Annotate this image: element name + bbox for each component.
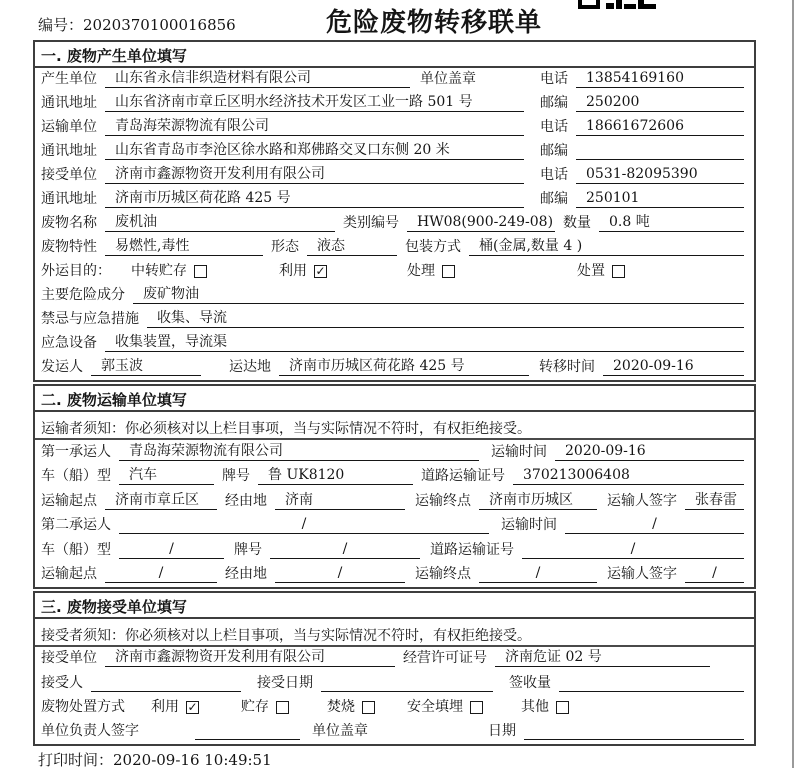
destination-label: 运达地 — [229, 359, 271, 375]
transport-address-label: 通讯地址 — [41, 143, 97, 159]
plate-2-label: 牌号 — [234, 541, 262, 558]
row-disposal-method — [35, 696, 754, 720]
first-carrier-value: 青岛海荣源物流有限公司 — [119, 443, 479, 461]
waste-form-label: 形态 — [271, 239, 299, 255]
producer-address-label: 通讯地址 — [41, 95, 97, 111]
purpose-option-treat — [407, 263, 455, 280]
disposal-landfill-checkbox — [470, 701, 483, 714]
waste-traits-value: 易燃性,毒性 — [105, 238, 263, 256]
purpose-option-dispose — [577, 263, 625, 280]
waste-name-value: 废机油 — [105, 214, 335, 232]
section-transporter — [33, 384, 756, 589]
row-hazard-component — [35, 284, 754, 308]
plate-2-value: / — [270, 541, 420, 559]
purpose-treat-checkbox — [442, 265, 455, 278]
plate-label: 牌号 — [222, 468, 250, 484]
producer-phone-label: 电话 — [540, 71, 568, 87]
print-time-value: 2020-09-16 10:49:51 — [113, 751, 272, 768]
road-license-2-value: / — [522, 541, 744, 559]
responsible-sign-value — [195, 723, 300, 740]
row-transfer-purpose — [35, 260, 754, 284]
receiver-zip-value: 250101 — [576, 190, 744, 208]
disposal-other-label: 其他 — [521, 698, 549, 715]
waste-traits-label: 废物特性 — [41, 239, 97, 255]
purpose-dispose-label: 处置 — [577, 263, 605, 279]
transport-time-2-value: / — [565, 516, 744, 534]
row-first-carrier — [35, 440, 754, 465]
signed-qty-label: 签收量 — [509, 674, 551, 691]
road-license-label: 道路运输证号 — [421, 468, 505, 484]
hazard-component-value: 废矿物油 — [133, 286, 744, 304]
row-receive-unit — [35, 647, 754, 671]
producer-zip-value: 250200 — [576, 94, 744, 112]
permit-value: 济南危证 02 号 — [495, 649, 710, 667]
receiver-unit-value: 济南市鑫源物资开发利用有限公司 — [105, 166, 524, 184]
receive-person-label: 接受人 — [41, 674, 83, 691]
signed-qty-value — [559, 675, 744, 692]
row-route-1 — [35, 489, 754, 514]
route-end-2-value: / — [479, 565, 597, 583]
route-start-value: 济南市章丘区 — [105, 492, 217, 510]
responsible-sign-label: 单位负责人签字 — [41, 723, 139, 739]
row-receiver-unit — [35, 164, 754, 188]
route-via-value: 济南 — [275, 492, 405, 510]
disposal-incinerate-checkbox — [362, 701, 375, 714]
row-waste-traits — [35, 236, 754, 260]
vehicle-type-label: 车（船）型 — [41, 468, 111, 484]
route-via-2-label: 经由地 — [225, 566, 267, 582]
transport-time-value: 2020-09-16 — [555, 443, 744, 461]
waste-qty-label: 数量 — [563, 215, 591, 231]
row-receive-person — [35, 671, 754, 695]
producer-phone-value: 13854169160 — [576, 70, 744, 88]
receiver-phone-label: 电话 — [540, 167, 568, 183]
serial-label: 编号： — [38, 16, 84, 34]
row-producer-unit — [35, 68, 754, 92]
transport-phone-value: 18661672606 — [576, 118, 744, 136]
first-carrier-label: 第一承运人 — [41, 443, 111, 460]
serial-number-line — [38, 14, 236, 35]
waste-code-value: HW08(900-249-08) — [407, 214, 555, 232]
shipper-label: 发运人 — [41, 359, 83, 375]
disposal-landfill-label: 安全填埋 — [407, 698, 463, 715]
taboo-measures-value: 收集、导流 — [147, 310, 744, 328]
print-time-label: 打印时间： — [38, 751, 114, 768]
transport-zip-value — [576, 143, 744, 160]
packaging-label: 包装方式 — [405, 239, 461, 255]
section-receiver-title: 三. 废物接受单位填写 — [35, 593, 754, 619]
qr-code-fragment — [578, 0, 656, 9]
route-start-2-label: 运输起点 — [41, 566, 97, 582]
receive-unit-value: 济南市鑫源物资开发利用有限公司 — [105, 649, 395, 667]
purpose-dispose-checkbox — [612, 265, 625, 278]
date-value — [524, 723, 744, 740]
route-via-label: 经由地 — [225, 492, 267, 509]
plate-value: 鲁 UK8120 — [258, 467, 413, 485]
producer-zip-label: 邮编 — [540, 95, 568, 111]
receiver-address-label: 通讯地址 — [41, 191, 97, 207]
section-transporter-title: 二. 废物运输单位填写 — [35, 386, 754, 412]
row-shipper — [35, 356, 754, 380]
row-second-carrier — [35, 514, 754, 539]
row-vehicle-2 — [35, 538, 754, 563]
purpose-option-transfer-storage — [131, 263, 207, 280]
row-taboo-measures — [35, 308, 754, 332]
disposal-option-storage — [241, 699, 289, 716]
row-transport-unit — [35, 116, 754, 140]
row-emergency-equipment — [35, 332, 754, 356]
purpose-transfer-storage-label: 中转贮存 — [131, 263, 187, 279]
transport-phone-label: 电话 — [540, 119, 568, 135]
disposal-option-utilize — [151, 699, 199, 716]
row-receiver-address — [35, 188, 754, 212]
page-edge-line — [792, 0, 794, 768]
carrier-sign-value: 张春雷 — [685, 492, 744, 510]
permit-label: 经营许可证号 — [403, 650, 487, 667]
purpose-option-utilize — [279, 263, 327, 280]
purpose-label: 外运目的： — [41, 263, 111, 279]
waste-form-value: 液态 — [307, 238, 397, 256]
disposal-option-landfill — [407, 699, 483, 716]
print-time-line — [38, 749, 272, 768]
route-start-label: 运输起点 — [41, 492, 97, 509]
receiver-phone-value: 0531-82095390 — [576, 166, 744, 184]
second-carrier-value: / — [119, 516, 489, 534]
receiver-notice: 接受者须知：你必须核对以上栏目事项，当与实际情况不符时，有权拒绝接受。 — [35, 619, 754, 647]
shipper-value: 郭玉波 — [91, 358, 201, 376]
receiver-address-value: 济南市历城区荷花路 425 号 — [105, 190, 524, 208]
section-receiver — [33, 591, 756, 746]
receive-unit-label: 接受单位 — [41, 650, 97, 667]
row-producer-address — [35, 92, 754, 116]
producer-unit-label: 产生单位 — [41, 71, 97, 87]
transport-time-2-label: 运输时间 — [501, 517, 557, 533]
disposal-method-label: 废物处置方式 — [41, 698, 125, 715]
receive-date-value — [321, 675, 493, 692]
date-label: 日期 — [488, 723, 516, 739]
waste-name-label: 废物名称 — [41, 215, 97, 231]
disposal-storage-checkbox — [276, 701, 289, 714]
waste-qty-value: 0.8 吨 — [599, 214, 744, 232]
receiver-unit-label: 接受单位 — [41, 167, 97, 183]
disposal-option-incinerate — [327, 699, 375, 716]
disposal-option-other — [521, 699, 569, 716]
purpose-treat-label: 处理 — [407, 263, 435, 279]
purpose-utilize-checkbox: ✓ — [315, 265, 326, 278]
carrier-sign-2-value: / — [685, 565, 744, 583]
row-waste-name — [35, 212, 754, 236]
road-license-value: 370213006408 — [513, 467, 744, 485]
route-end-value: 济南市历城区 — [479, 492, 597, 510]
producer-unit-value: 山东省永信非织造材料有限公司 — [105, 70, 410, 88]
emergency-equipment-value: 收集装置，导流渠 — [105, 334, 744, 352]
receiver-zip-label: 邮编 — [540, 191, 568, 207]
road-license-2-label: 道路运输证号 — [430, 541, 514, 558]
disposal-incinerate-label: 焚烧 — [327, 698, 355, 715]
transfer-time-label: 转移时间 — [539, 359, 595, 375]
waste-code-label: 类别编号 — [343, 215, 399, 231]
row-route-2 — [35, 563, 754, 588]
producer-address-value: 山东省济南市章丘区明水经济技术开发区工业一路 501 号 — [105, 94, 524, 112]
disposal-utilize-checkbox: ✓ — [187, 700, 198, 714]
row-vehicle-1 — [35, 465, 754, 490]
packaging-value: 桶(金属,数量 4 ) — [469, 238, 744, 256]
taboo-measures-label: 禁忌与应急措施 — [41, 311, 139, 327]
vehicle-type-value: 汽车 — [119, 467, 214, 485]
destination-value: 济南市历城区荷花路 425 号 — [279, 358, 529, 376]
disposal-utilize-label: 利用 — [151, 698, 179, 715]
emergency-equipment-label: 应急设备 — [41, 335, 97, 351]
purpose-utilize-label: 利用 — [279, 263, 307, 279]
serial-value: 2020370100016856 — [83, 16, 236, 34]
transport-address-value: 山东省青岛市李沧区徐水路和郑佛路交叉口东侧 20 米 — [105, 142, 524, 160]
carrier-sign-label: 运输人签字 — [607, 492, 677, 509]
unit-seal-label-2: 单位盖章 — [312, 723, 368, 739]
receive-person-value — [91, 675, 241, 692]
row-transport-address — [35, 140, 754, 164]
purpose-transfer-storage-checkbox — [194, 265, 207, 278]
transport-unit-value: 青岛海荣源物流有限公司 — [105, 118, 524, 136]
route-end-2-label: 运输终点 — [415, 566, 471, 582]
hazard-component-label: 主要危险成分 — [41, 287, 125, 303]
transport-zip-label: 邮编 — [540, 143, 568, 159]
route-via-2-value: / — [275, 565, 405, 583]
carrier-sign-2-label: 运输人签字 — [607, 566, 677, 582]
receive-date-label: 接受日期 — [257, 674, 313, 691]
row-responsible-sign — [35, 720, 754, 744]
transporter-notice: 运输者须知：你必须核对以上栏目事项，当与实际情况不符时，有权拒绝接受。 — [35, 412, 754, 440]
section-producer-title: 一. 废物产生单位填写 — [35, 42, 754, 68]
transport-time-label: 运输时间 — [491, 443, 547, 460]
route-end-label: 运输终点 — [415, 492, 471, 509]
vehicle-type-2-value: / — [119, 541, 224, 559]
disposal-storage-label: 贮存 — [241, 698, 269, 715]
section-producer — [33, 40, 756, 382]
vehicle-type-2-label: 车（船）型 — [41, 541, 111, 558]
transfer-time-value: 2020-09-16 — [603, 358, 744, 376]
disposal-other-checkbox — [556, 701, 569, 714]
transport-unit-label: 运输单位 — [41, 119, 97, 135]
route-start-2-value: / — [105, 565, 217, 583]
second-carrier-label: 第二承运人 — [41, 517, 111, 533]
document-title: 危险废物转移联单 — [326, 8, 543, 38]
unit-seal-label: 单位盖章 — [420, 71, 476, 87]
